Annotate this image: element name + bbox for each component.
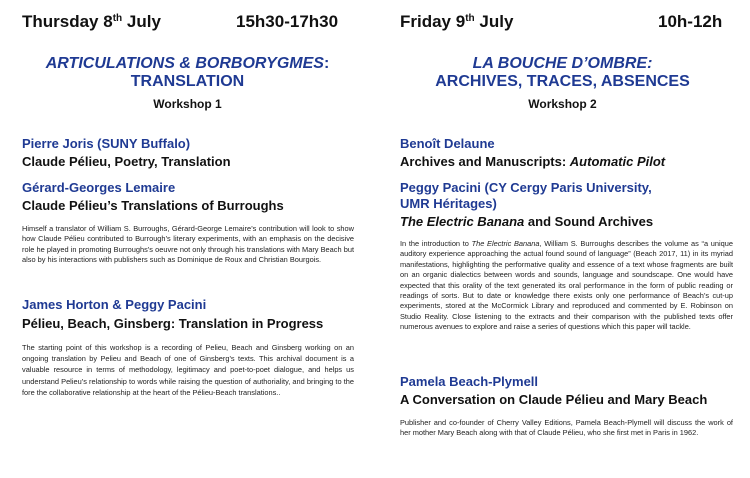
abstract-text: , William S. Burroughs describes the volume as “a unique auditory experience approaching the actual found sound of language” (Beach 2017, 11) in its myriad manifestations, highlighting the performative quality and essence of a text whose fragments are built on an organic dialectics between words and sounds, language and soundscape. One would have expected that this orality of the text generated its oral performance in the form of public reading or readings of sorts. But to date or knowledge there exists only one performance of Beach’s cut-up experiments, stored at the McCormick Library and reproduced and commented by E. Robinson on Studio Reality. Close listening to the extracts and their comparison with the published texts offer numerous avenues to explore and raise a series of questions which this paper will tackle. [400,239,733,332]
title-line2: TRANSLATION [130,73,245,90]
abstract-text: In the introduction to [400,239,472,248]
title-line1: ARTICULATIONS & BORBORYGMES [45,55,324,72]
title-colon: : [323,55,330,72]
title-italic: Automatic Pilot [569,154,666,169]
workshop1-label: Workshop 1 [153,97,222,111]
title-line1: LA BOUCHE D’OMBRE: [472,55,653,72]
speaker-line1: Peggy Pacini (CY Cergy Paris University, [400,180,652,195]
day-ordinal: th [112,13,123,24]
speaker-lemaire: Gérard-Georges Lemaire [22,180,176,195]
abstract-horton-pacini: The starting point of this workshop is a recording of Pelieu, Beach and Ginsberg working on an ongoing translation by Pelieu and Beach of one of Ginsberg’s texts. This archival document is a valuable resource in terms of methodology, legitimacy and poet-to-poet dialogue, and helps us understand Pelieu’s relationship to words while raising the question of authoriality, and bringing to the fore the collaborative relationship at the heart of the Pélieu-Beach translations.. [22,343,354,397]
speaker-horton-pacini: James Horton & Peggy Pacini [22,297,207,312]
title-italic: The Electric Banana [400,214,525,229]
title-line2: ARCHIVES, TRACES, ABSENCES [435,73,690,90]
abstract-beach-plymell: Publisher and co-founder of Cherry Valley Editions, Pamela Beach-Plymell will discuss the work of her mother Mary Beach along with that of Claude Pélieu, who she first met in Paris in 1962. [400,418,733,438]
talk-title-beach-plymell: A Conversation on Claude Pélieu and Mary Beach [400,392,708,407]
day-text: Thursday 8 [22,12,113,31]
workshop2-title [375,55,750,91]
friday-column [375,0,750,478]
month-text: July [474,12,514,31]
talk-title-horton-pacini: Pélieu, Beach, Ginsberg: Translation in Progress [22,316,324,331]
thursday-day [22,12,161,32]
thursday-time: 15h30-17h30 [236,12,339,31]
workshop1-title [0,55,375,91]
abstract-lemaire: Himself a translator of William S. Burroughs, Gérard-George Lemaire’s contribution will look to show how Claude Pélieu contributed to Burrough’s literary experiments, with an emphasis on the decisive role he played in promoting Burroughs’s oeuvre not only through his translations with Mary Beach but also by his interactions with publishers such as Dominique de Roux and Christian Bourgois. [22,224,354,265]
title-plain: Archives and Manuscripts: [400,154,570,169]
speaker-delaune: Benoît Delaune [400,136,495,151]
speaker-pacini [400,180,652,212]
friday-day [400,12,513,32]
title-plain: and Sound Archives [524,214,654,229]
workshop2-label: Workshop 2 [528,97,597,111]
day-ordinal: th [465,13,475,24]
abstract-book-title: The Electric Banana [471,239,540,248]
speaker-joris: Pierre Joris (SUNY Buffalo) [22,136,191,151]
talk-title-delaune [400,154,665,170]
talk-title-lemaire: Claude Pélieu’s Translations of Burroughs [22,198,284,213]
friday-time: 10h-12h [658,12,723,31]
talk-title-pacini [400,214,653,230]
abstract-pacini [400,239,733,333]
speaker-line2: UMR Héritages) [400,196,497,211]
talk-title-joris: Claude Pélieu, Poetry, Translation [22,154,231,169]
day-text: Friday 9 [400,12,466,31]
month-text: July [122,12,161,31]
speaker-beach-plymell: Pamela Beach-Plymell [400,374,539,389]
